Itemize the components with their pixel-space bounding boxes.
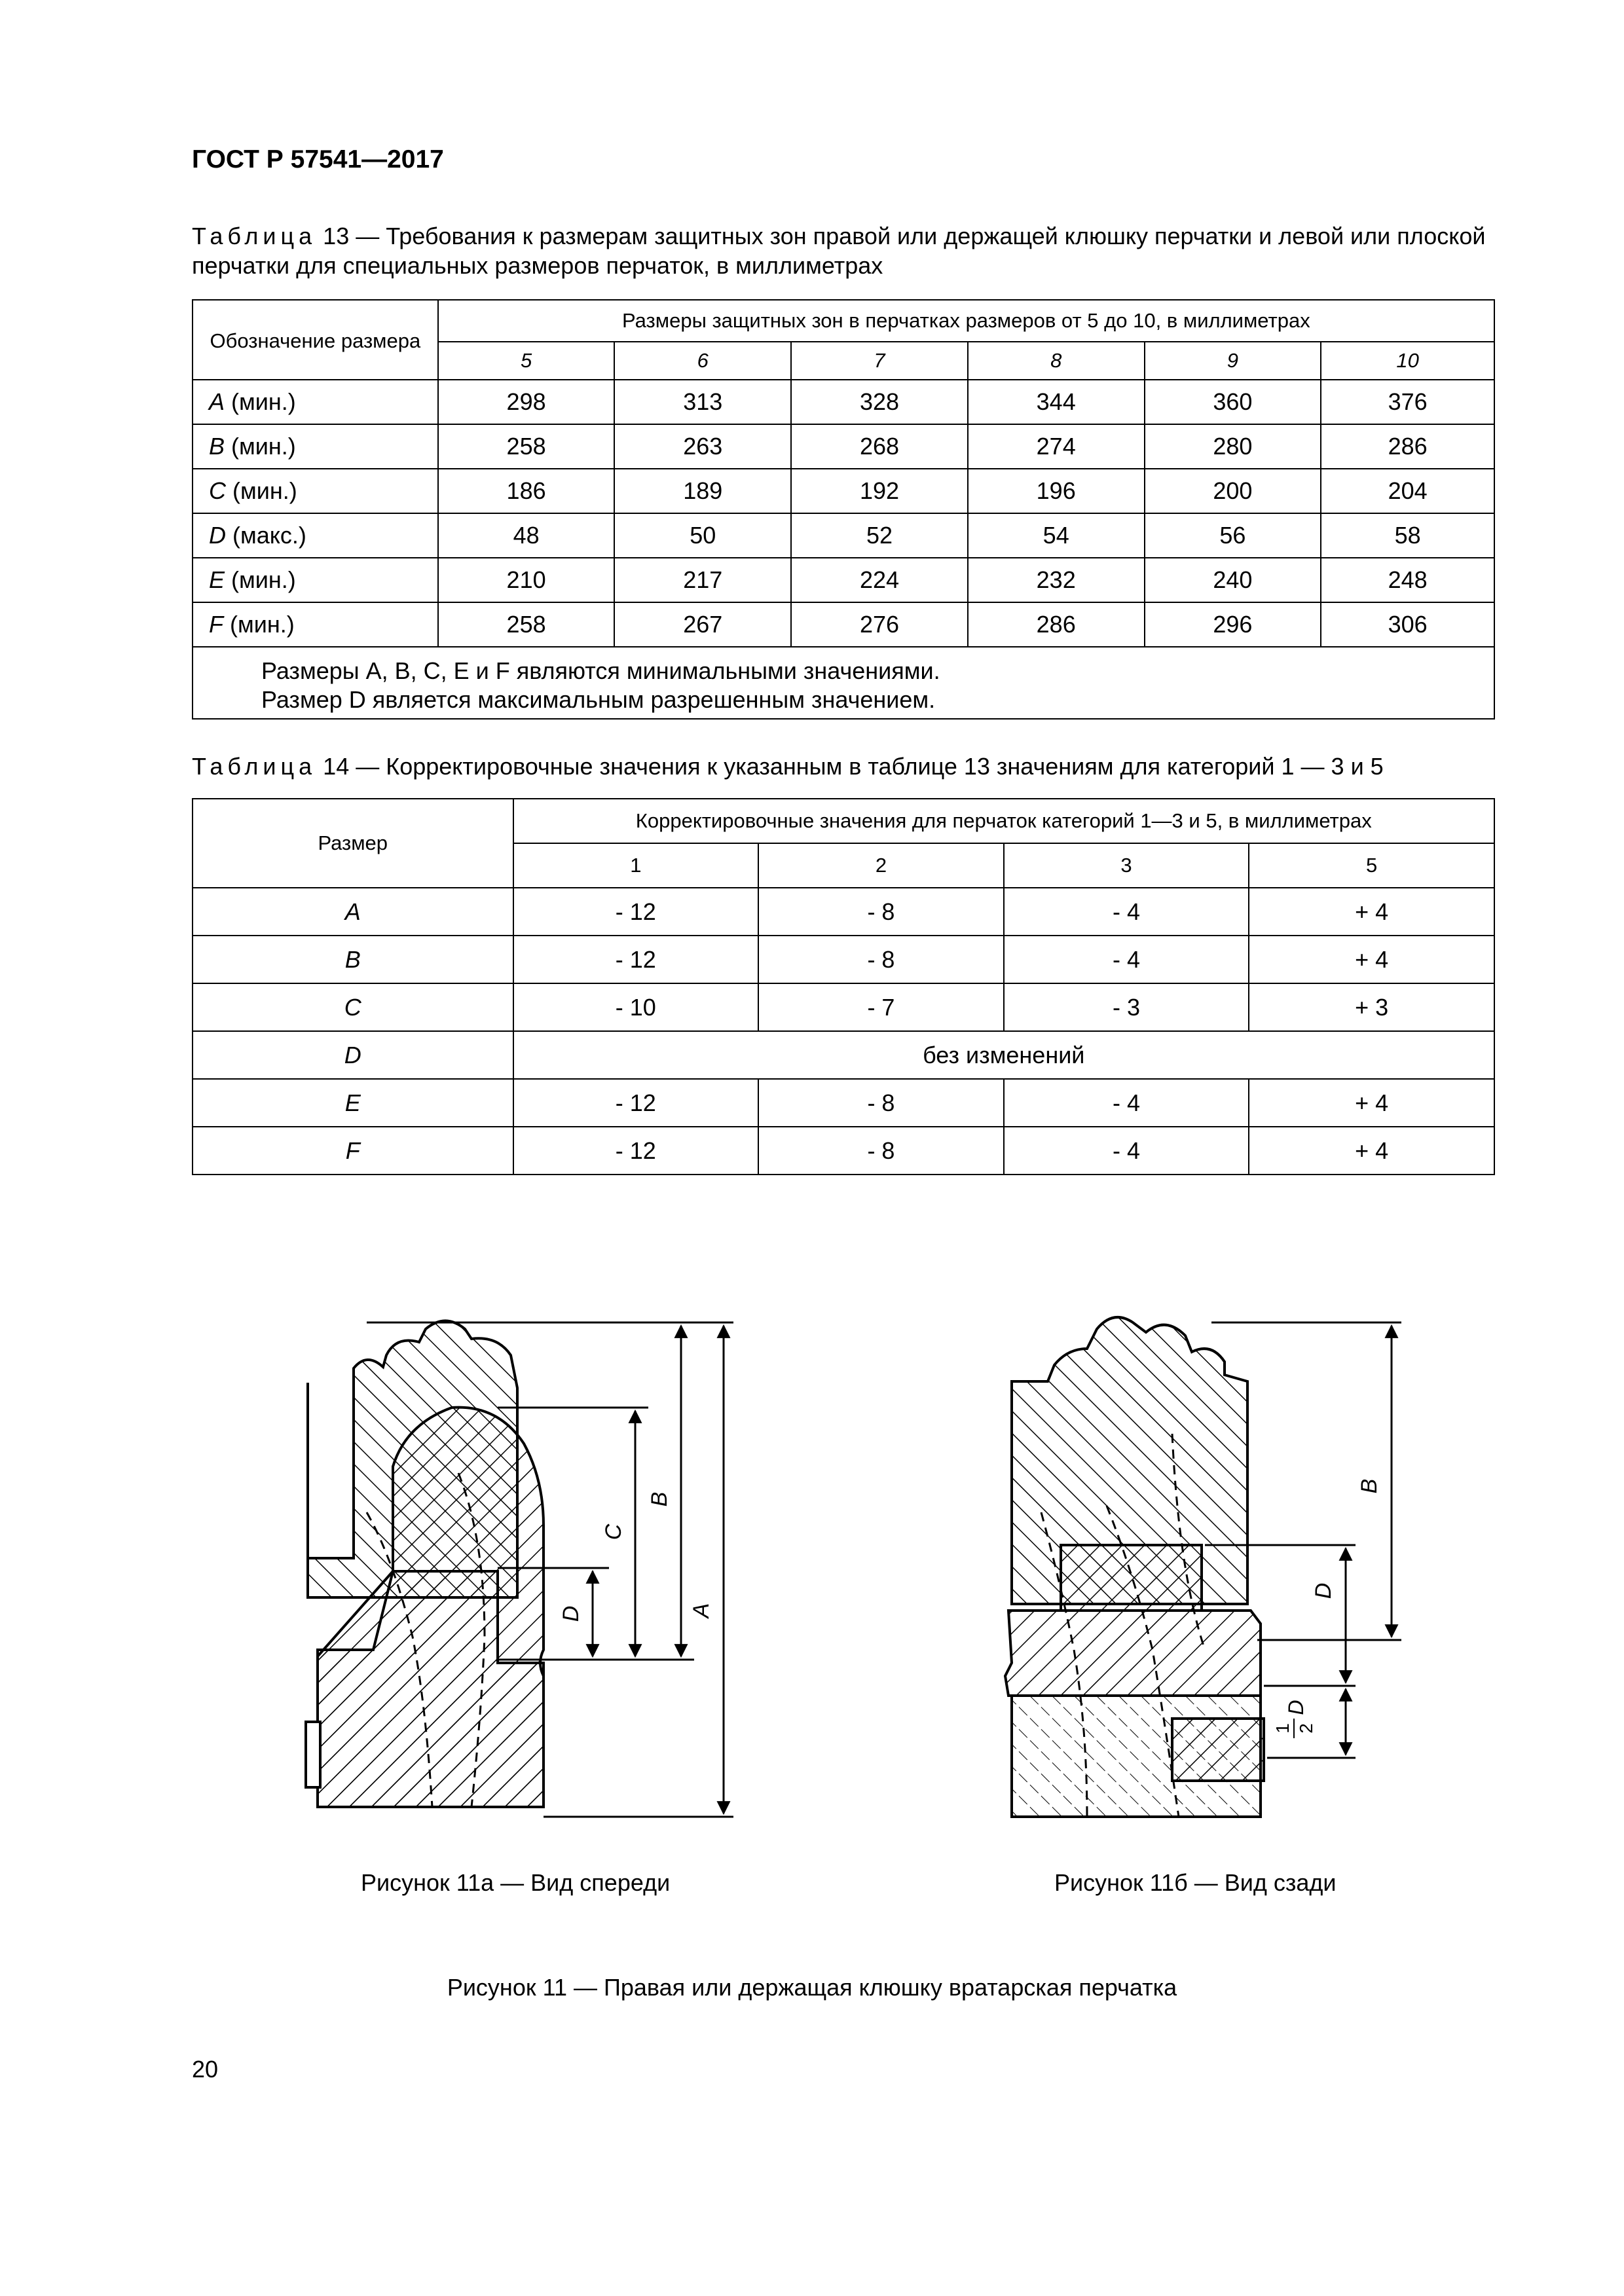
table-13 [192, 299, 1495, 720]
table-cell: 210 [438, 558, 615, 602]
table-cell: 360 [1145, 380, 1321, 424]
table-cell: 268 [791, 424, 968, 469]
table-cell: 344 [968, 380, 1145, 424]
table-cell: - 8 [758, 936, 1004, 983]
table-cell: 48 [438, 513, 615, 558]
table-row [193, 380, 1494, 424]
table-row [193, 1079, 1494, 1127]
table-cell: - 4 [1004, 1079, 1249, 1127]
table-cell: 313 [614, 380, 791, 424]
table13-corner-header: Обозначение размера [193, 300, 438, 380]
table-cell: 267 [614, 602, 791, 647]
table13-note-line1: Размеры A, B, C, E и F являются минимальными значениями. [261, 657, 940, 684]
table-cell: 248 [1321, 558, 1494, 602]
table-cell: 186 [438, 469, 615, 513]
glove-back-view [1005, 1317, 1264, 1817]
glove-front-strap [306, 1722, 320, 1787]
figure-11b-caption: Рисунок 11б — Вид сзади [1054, 1869, 1337, 1896]
table14-category-header: 5 [1249, 843, 1494, 888]
table-cell: - 3 [1004, 983, 1249, 1031]
table14-group-header: Корректировочные значения для перчаток категорий 1—3 и 5, в миллиметрах [513, 799, 1494, 843]
row-label: F (мин.) [193, 602, 438, 647]
table-cell: 376 [1321, 380, 1494, 424]
half-d-numerator: 1 [1272, 1723, 1293, 1734]
table14-caption-text: 14 — Корректировочные значения к указанным в таблице 13 значениям для категорий 1 — 3 и 5 [323, 753, 1384, 780]
table14-category-header: 3 [1004, 843, 1249, 888]
table-cell: 286 [968, 602, 1145, 647]
table14-caption-word: Таблица [192, 753, 317, 780]
table13-caption [192, 221, 1495, 280]
table-cell: - 7 [758, 983, 1004, 1031]
glove-back-strap [1172, 1719, 1264, 1781]
table-cell: 296 [1145, 602, 1321, 647]
row-label: A (мин.) [193, 380, 438, 424]
table-row [193, 936, 1494, 983]
table13-caption-number: 13 [323, 223, 350, 249]
table-row [193, 469, 1494, 513]
table-cell: 58 [1321, 513, 1494, 558]
table-cell: 217 [614, 558, 791, 602]
table-cell: 306 [1321, 602, 1494, 647]
table-cell: 52 [791, 513, 968, 558]
table-cell: + 4 [1249, 1127, 1494, 1175]
table-cell: + 4 [1249, 888, 1494, 936]
document-header: ГОСТ Р 57541—2017 [192, 145, 444, 173]
table14-category-header: 2 [758, 843, 1004, 888]
table-cell: 258 [438, 602, 615, 647]
table-cell: + 4 [1249, 936, 1494, 983]
table-cell: 298 [438, 380, 615, 424]
table-cell: - 12 [513, 1127, 759, 1175]
glove-figure [0, 1283, 1624, 1872]
row-label: A [193, 888, 513, 936]
table13-size-header: 5 [438, 342, 615, 380]
row-label: C (мин.) [193, 469, 438, 513]
dimension-d-back-label: D [1311, 1582, 1336, 1599]
table-cell: + 3 [1249, 983, 1494, 1031]
table-cell: + 4 [1249, 1079, 1494, 1127]
dimension-b-label: B [647, 1491, 672, 1507]
table-cell: 196 [968, 469, 1145, 513]
table-cell: - 12 [513, 888, 759, 936]
table13-note-line2: Размер D является максимальным разрешенным значением. [261, 686, 936, 713]
glove-front-view [306, 1321, 544, 1808]
dimension-b-back-label: B [1357, 1478, 1382, 1494]
table-row [193, 602, 1494, 647]
row-label: E [193, 1079, 513, 1127]
dimension-a-label: A [689, 1603, 714, 1618]
table-cell: 280 [1145, 424, 1321, 469]
half-d-letter: D [1284, 1700, 1308, 1715]
table-row [193, 558, 1494, 602]
table13-size-header: 7 [791, 342, 968, 380]
half-d-label [1272, 1700, 1316, 1738]
table-cell: - 4 [1004, 888, 1249, 936]
table-cell: 286 [1321, 424, 1494, 469]
table-cell: 192 [791, 469, 968, 513]
table-cell: 232 [968, 558, 1145, 602]
table-cell: 224 [791, 558, 968, 602]
table-cell: 54 [968, 513, 1145, 558]
table-cell: - 8 [758, 888, 1004, 936]
row-label: D [193, 1031, 513, 1079]
page-number: 20 [192, 2056, 219, 2083]
dimension-d-label: D [559, 1605, 583, 1622]
row-label: B (мин.) [193, 424, 438, 469]
table-cell: 204 [1321, 469, 1494, 513]
table13-note [193, 647, 1494, 719]
row-label: F [193, 1127, 513, 1175]
half-d-denominator: 2 [1296, 1723, 1316, 1734]
table13-size-header: 9 [1145, 342, 1321, 380]
table-cell: 50 [614, 513, 791, 558]
table-cell: 328 [791, 380, 968, 424]
table13-size-header: 8 [968, 342, 1145, 380]
glove-back-knuckle [1005, 1611, 1261, 1696]
table-cell: 263 [614, 424, 791, 469]
table-cell: - 4 [1004, 936, 1249, 983]
row-label: D (макс.) [193, 513, 438, 558]
figure-11-caption: Рисунок 11 — Правая или держащая клюшку вратарская перчатка [447, 1974, 1177, 2001]
table-row [193, 1031, 1494, 1079]
table13-caption-text: — Требования к размерам защитных зон правой или держащей клюшку перчатки и левой или плоской перчатки для специальных размеров перчаток, в миллиметрах [192, 223, 1486, 279]
table-cell: - 8 [758, 1127, 1004, 1175]
table14-corner-header: Размер [193, 799, 513, 888]
table-row [193, 888, 1494, 936]
table-cell: 189 [614, 469, 791, 513]
table-14 [192, 798, 1495, 1175]
table14-caption [192, 752, 1495, 781]
table-row [193, 1127, 1494, 1175]
table-cell: - 8 [758, 1079, 1004, 1127]
table-cell: 200 [1145, 469, 1321, 513]
table-cell: 56 [1145, 513, 1321, 558]
table-cell: - 10 [513, 983, 759, 1031]
table-row [193, 424, 1494, 469]
row-label: E (мин.) [193, 558, 438, 602]
table-cell: 276 [791, 602, 968, 647]
table-row [193, 513, 1494, 558]
table13-size-header: 10 [1321, 342, 1494, 380]
table-row [193, 983, 1494, 1031]
figure-11a-caption: Рисунок 11а — Вид спереди [361, 1869, 671, 1896]
table14-category-header: 1 [513, 843, 759, 888]
row-label: B [193, 936, 513, 983]
glove-back-zone-d [1061, 1545, 1202, 1611]
table-cell: - 12 [513, 936, 759, 983]
table13-caption-word: Таблица [192, 223, 317, 249]
table-cell-merged: без изменений [513, 1031, 1494, 1079]
table-cell: - 4 [1004, 1127, 1249, 1175]
table-cell: 240 [1145, 558, 1321, 602]
table-cell: 258 [438, 424, 615, 469]
table13-group-header: Размеры защитных зон в перчатках размеров от 5 до 10, в миллиметрах [438, 300, 1494, 342]
table-cell: - 12 [513, 1079, 759, 1127]
row-label: C [193, 983, 513, 1031]
table13-size-header: 6 [614, 342, 791, 380]
table-cell: 274 [968, 424, 1145, 469]
dimension-c-label: C [601, 1523, 626, 1540]
